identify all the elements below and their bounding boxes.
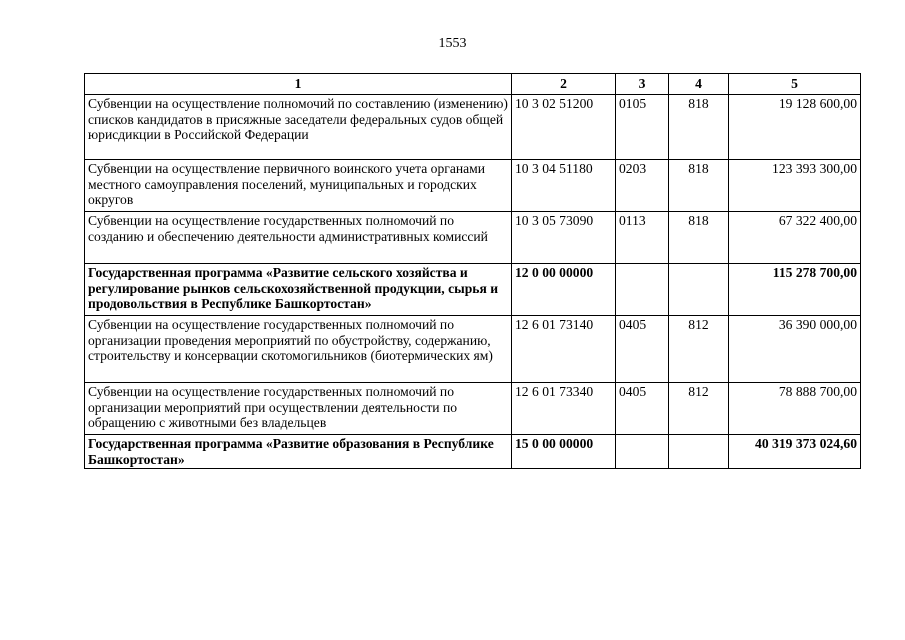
table-body bbox=[85, 95, 861, 469]
admin-cell bbox=[669, 435, 729, 469]
page-number: 1553 bbox=[438, 36, 467, 51]
table-row bbox=[85, 212, 861, 264]
section-cell: 0113 bbox=[616, 212, 669, 264]
name-cell: Субвенции на осуществление государственных полномочий по организации мероприятий при осуществлении деятельности по обращению с животными без владельцев bbox=[85, 383, 512, 435]
code-cell: 10 3 05 73090 bbox=[512, 212, 616, 264]
table-row bbox=[85, 95, 861, 160]
section-cell: 0105 bbox=[616, 95, 669, 160]
section-cell: 0203 bbox=[616, 160, 669, 212]
section-cell: 0405 bbox=[616, 383, 669, 435]
name-cell: Государственная программа «Развитие сельского хозяйства и регулирование рынков сельскохозяйственной продукции, сырья и продовольствия в Республике Башкортостан» bbox=[85, 264, 512, 316]
header-col-5: 5 bbox=[729, 74, 861, 95]
admin-cell: 818 bbox=[669, 95, 729, 160]
name-cell: Государственная программа «Развитие образования в Республике Башкортостан» bbox=[85, 435, 512, 469]
code-cell: 15 0 00 00000 bbox=[512, 435, 616, 469]
section-cell bbox=[616, 435, 669, 469]
section-cell bbox=[616, 264, 669, 316]
name-cell: Субвенции на осуществление государственных полномочий по организации проведения мероприятий по обустройству, содержанию, строительству и консервации скотомогильников (биотермических ям) bbox=[85, 316, 512, 383]
name-cell: Субвенции на осуществление первичного воинского учета органами местного самоуправления поселений, муниципальных и городских округов bbox=[85, 160, 512, 212]
table-row bbox=[85, 383, 861, 435]
amount-cell: 67 322 400,00 bbox=[729, 212, 861, 264]
name-cell: Субвенции на осуществление полномочий по составлению (изменению) списков кандидатов в присяжные заседатели федеральных судов общей юрисдикции в Российской Федерации bbox=[85, 95, 512, 160]
code-cell: 12 6 01 73340 bbox=[512, 383, 616, 435]
amount-cell: 40 319 373 024,60 bbox=[729, 435, 861, 469]
name-cell: Субвенции на осуществление государственных полномочий по созданию и обеспечению деятельности административных комиссий bbox=[85, 212, 512, 264]
code-cell: 10 3 04 51180 bbox=[512, 160, 616, 212]
header-col-2: 2 bbox=[512, 74, 616, 95]
program-row bbox=[85, 264, 861, 316]
code-cell: 10 3 02 51200 bbox=[512, 95, 616, 160]
admin-cell: 818 bbox=[669, 212, 729, 264]
amount-cell: 36 390 000,00 bbox=[729, 316, 861, 383]
table-row bbox=[85, 316, 861, 383]
header-row bbox=[85, 74, 861, 95]
code-cell: 12 6 01 73140 bbox=[512, 316, 616, 383]
program-row bbox=[85, 435, 861, 469]
admin-cell: 812 bbox=[669, 316, 729, 383]
header-col-3: 3 bbox=[616, 74, 669, 95]
header-col-1: 1 bbox=[85, 74, 512, 95]
admin-cell: 818 bbox=[669, 160, 729, 212]
amount-cell: 115 278 700,00 bbox=[729, 264, 861, 316]
admin-cell bbox=[669, 264, 729, 316]
header-col-4: 4 bbox=[669, 74, 729, 95]
table-row bbox=[85, 160, 861, 212]
admin-cell: 812 bbox=[669, 383, 729, 435]
amount-cell: 19 128 600,00 bbox=[729, 95, 861, 160]
budget-table bbox=[84, 73, 861, 469]
section-cell: 0405 bbox=[616, 316, 669, 383]
amount-cell: 123 393 300,00 bbox=[729, 160, 861, 212]
amount-cell: 78 888 700,00 bbox=[729, 383, 861, 435]
code-cell: 12 0 00 00000 bbox=[512, 264, 616, 316]
